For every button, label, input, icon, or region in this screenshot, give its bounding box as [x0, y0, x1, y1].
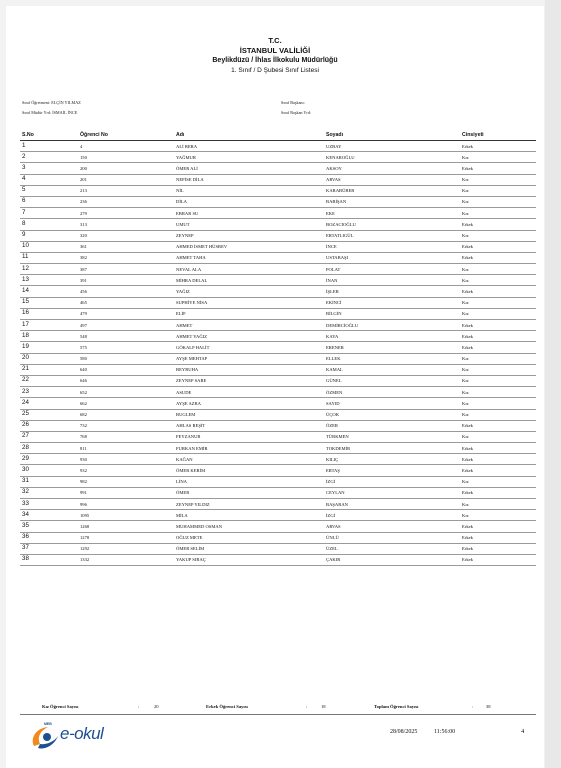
row-student-no: 382 — [80, 255, 87, 261]
col-name: Adı — [176, 132, 185, 138]
row-surname: KENAROĞLU — [326, 154, 355, 160]
row-name: NEVAL ALA — [176, 266, 202, 272]
table-row — [20, 264, 536, 275]
row-surname: BABİŞAN — [326, 199, 347, 205]
row-sn: 30 — [22, 465, 29, 473]
row-gender: Kız — [462, 412, 469, 417]
row-surname: KARABÜBER — [326, 188, 355, 194]
table-row — [20, 432, 536, 443]
row-sn: 8 — [22, 219, 26, 227]
row-surname: UZBAY — [326, 143, 342, 149]
table-row — [20, 253, 536, 264]
row-student-no: 732 — [80, 423, 87, 429]
table-row — [20, 443, 536, 454]
row-name: YAĞMUR — [176, 154, 196, 160]
row-gender: Erkek — [462, 456, 473, 462]
row-sn: 28 — [22, 443, 29, 451]
row-sn: 33 — [22, 499, 29, 507]
header-class-list: 1. Sınıf / D Şubesi Sınıf Listesi — [231, 67, 319, 74]
row-surname: ERENER — [326, 344, 344, 350]
header-governorship: İSTANBUL VALİLİĞİ — [239, 46, 311, 55]
row-surname: ÖZER — [326, 423, 338, 429]
row-gender: Kız — [462, 367, 469, 373]
row-student-no: 213 — [80, 188, 87, 194]
table-row — [20, 510, 536, 521]
row-sn: 20 — [22, 354, 29, 362]
row-sn: 4 — [22, 175, 26, 183]
row-name: ÖMER ALİ — [176, 165, 198, 171]
student-table — [20, 131, 536, 566]
meta-class-vice-president: Sınıf Başkan Yrd: — [281, 110, 312, 115]
table-row — [20, 208, 536, 219]
girls-separator: : — [138, 704, 140, 709]
row-name: AHMET TAHA — [176, 255, 206, 261]
row-surname: İNAN — [326, 277, 338, 283]
row-name: ELİF — [176, 311, 186, 317]
row-gender: Kız — [462, 479, 469, 485]
girls-count-value: 20 — [154, 704, 159, 709]
row-surname: İNCE — [326, 244, 337, 250]
row-sn: 36 — [22, 533, 29, 541]
row-gender: Erkek — [462, 467, 473, 473]
row-name: OĞUZ METE — [176, 535, 203, 541]
row-sn: 13 — [22, 275, 29, 283]
row-sn: 3 — [22, 163, 26, 171]
meta-vice-principal: Sınıf Müdür Yrd: İSMAİL İNCE — [22, 110, 78, 115]
table-row — [20, 398, 536, 409]
row-surname: İZGİ — [326, 512, 336, 518]
print-date: 28/08/2025 — [390, 729, 418, 735]
table-row — [20, 465, 536, 476]
row-name: FURKAN EMİR — [176, 445, 208, 451]
row-surname: TOKDEMİR — [326, 445, 351, 451]
row-student-no: 387 — [80, 266, 87, 272]
row-student-no: 391 — [80, 277, 87, 283]
row-gender: Erkek — [462, 535, 473, 541]
row-name: GÖKALP HALİT — [176, 344, 210, 350]
table-row — [20, 242, 536, 253]
row-gender: Kız — [462, 210, 469, 216]
row-surname: TÜRKMEN — [326, 434, 349, 440]
row-student-no: 4 — [80, 143, 83, 149]
row-student-no: 640 — [80, 367, 87, 373]
row-student-no: 313 — [80, 221, 87, 227]
row-gender: Kız — [462, 188, 469, 194]
meta-class-president: Sınıf Başkanı: — [281, 100, 305, 105]
row-surname: POLAT — [326, 266, 341, 272]
row-surname: ERTATLIGÜL — [326, 233, 354, 238]
table-body — [20, 141, 536, 566]
table-row — [20, 275, 536, 286]
table-row — [20, 387, 536, 398]
boys-separator: : — [306, 704, 308, 709]
row-name: ASUDE — [176, 389, 192, 395]
row-sn: 9 — [22, 231, 26, 238]
total-count-value: 38 — [486, 704, 491, 709]
row-student-no: 1268 — [80, 523, 90, 529]
row-gender: Kız — [462, 389, 469, 395]
row-surname: İZGİ — [326, 479, 336, 485]
row-sn: 31 — [22, 477, 29, 485]
row-name: MİHRA DELAL — [176, 277, 208, 283]
row-surname: ÜZEL — [326, 546, 338, 552]
row-student-no: 996 — [80, 501, 87, 507]
row-student-no: 991 — [80, 490, 87, 496]
footer-divider — [20, 714, 536, 715]
row-name: DİLA — [176, 199, 187, 205]
row-surname: KILIÇ — [326, 456, 339, 462]
row-surname: CEYLAN — [326, 490, 345, 496]
row-sn: 26 — [22, 421, 29, 429]
row-surname: ARVAS — [326, 523, 341, 529]
row-name: FEYZANUR — [176, 434, 201, 440]
row-gender: Kız — [462, 356, 469, 362]
table-row — [20, 231, 536, 242]
row-name: LİNA — [176, 479, 187, 485]
row-surname: EKE — [326, 210, 335, 216]
row-name: AHMED İSMET HÜSREV — [176, 244, 228, 250]
row-sn: 5 — [22, 186, 26, 194]
row-name: AYŞE AZRA — [176, 400, 201, 406]
row-student-no: 982 — [80, 479, 87, 485]
logo-text: e-okul — [60, 724, 104, 743]
row-gender: Erkek — [462, 546, 473, 552]
row-student-no: 646 — [80, 378, 87, 384]
row-sn: 15 — [22, 298, 29, 306]
table-row — [20, 298, 536, 309]
header-school: Beylikdüzü / İhlas İlkokulu Müdürlüğü — [212, 57, 338, 64]
row-sn: 19 — [22, 342, 29, 350]
e-okul-logo — [28, 722, 108, 752]
table-row — [20, 186, 536, 197]
row-surname: ELLEK — [326, 356, 341, 362]
row-name: ALİ BERA — [176, 143, 198, 149]
boys-count-value: 18 — [321, 704, 326, 709]
table-row — [20, 365, 536, 376]
row-sn: 14 — [22, 286, 29, 294]
totals-row — [20, 703, 536, 713]
row-gender: Kız — [462, 400, 469, 406]
table-row — [20, 499, 536, 510]
row-gender: Erkek — [462, 322, 473, 328]
row-gender: Kız — [462, 154, 469, 160]
row-surname: AKSOY — [326, 165, 342, 171]
row-name: ZEYNEP — [176, 233, 194, 238]
table-row — [20, 219, 536, 230]
row-gender: Erkek — [462, 143, 473, 149]
table-row — [20, 421, 536, 432]
row-name: UMUT — [176, 221, 190, 227]
row-sn: 2 — [22, 152, 26, 160]
row-sn: 29 — [22, 454, 29, 462]
row-gender: Kız — [462, 311, 469, 317]
row-student-no: 201 — [80, 177, 87, 183]
print-time: 11:56:00 — [434, 729, 456, 735]
row-sn: 32 — [22, 488, 29, 496]
e-okul-swirl-icon — [28, 722, 62, 752]
row-gender: Erkek — [462, 165, 473, 171]
document-header — [6, 36, 544, 76]
table-row — [20, 152, 536, 163]
table-row — [20, 376, 536, 387]
row-student-no: 932 — [80, 467, 87, 473]
row-student-no: 548 — [80, 333, 87, 339]
row-student-no: 575 — [80, 344, 87, 350]
meta-teacher: Sınıf Öğretmeni: ELÇİN YILMAZ — [22, 100, 81, 105]
table-row — [20, 197, 536, 208]
girls-count-label: Kız Öğrenci Sayısı — [42, 704, 79, 709]
background-strip — [545, 0, 561, 768]
row-sn: 6 — [22, 197, 26, 205]
table-row — [20, 533, 536, 544]
row-sn: 12 — [22, 264, 29, 272]
table-row — [20, 454, 536, 465]
row-student-no: 479 — [80, 311, 87, 317]
row-sn: 38 — [22, 555, 29, 563]
row-sn: 24 — [22, 398, 29, 406]
row-name: AHMET YAĞIZ — [176, 333, 208, 339]
row-name: EBRAR SU — [176, 210, 199, 216]
table-row — [20, 141, 536, 152]
row-gender: Erkek — [462, 490, 473, 496]
table-row — [20, 521, 536, 532]
table-row — [20, 488, 536, 499]
row-student-no: 1278 — [80, 535, 90, 541]
row-gender: Erkek — [462, 244, 473, 250]
row-name: KAĞAN — [176, 456, 193, 462]
row-sn: 1 — [22, 141, 26, 149]
row-surname: BOZACIOĞLU — [326, 221, 356, 227]
row-name: AHLAS REŞİT — [176, 423, 206, 429]
row-surname: KAMAL — [326, 367, 343, 373]
row-student-no: 1095 — [80, 512, 90, 518]
table-row — [20, 544, 536, 555]
row-student-no: 200 — [80, 165, 87, 171]
row-surname: SAYID — [326, 400, 340, 406]
row-name: AYŞE MEHTAP — [176, 356, 208, 362]
row-surname: KAYA — [326, 333, 339, 339]
row-sn: 11 — [22, 253, 29, 261]
row-surname: ÜNLÜ — [326, 535, 339, 541]
row-name: SUPHİYE NİSA — [176, 300, 208, 306]
row-name: BUGLEM — [176, 412, 196, 417]
row-sn: 22 — [22, 376, 29, 384]
document-page — [6, 6, 544, 768]
row-surname: EKİNCİ — [326, 300, 342, 306]
row-name: MİLA — [176, 512, 188, 518]
row-name: ZEYNEP SARE — [176, 378, 207, 384]
row-student-no: 320 — [80, 233, 87, 238]
row-student-no: 662 — [80, 400, 87, 406]
row-gender: Kız — [462, 199, 469, 205]
row-student-no: 580 — [80, 356, 87, 362]
total-separator: : — [472, 704, 474, 709]
row-student-no: 1332 — [80, 557, 90, 563]
row-name: ÖMER SELİM — [176, 546, 205, 552]
row-student-no: 456 — [80, 288, 87, 294]
row-name: MUHAMMED OSMAN — [176, 523, 223, 529]
row-student-no: 652 — [80, 389, 87, 395]
row-name: ÖMER KERİM — [176, 467, 206, 473]
row-gender: Erkek — [462, 221, 473, 227]
row-name: ÖMER — [176, 490, 190, 496]
row-sn: 16 — [22, 309, 29, 317]
row-sn: 25 — [22, 410, 29, 417]
row-sn: 18 — [22, 331, 29, 339]
row-gender: Erkek — [462, 344, 473, 350]
row-gender: Kız — [462, 277, 469, 283]
row-sn: 21 — [22, 365, 29, 373]
col-surname: Soyadı — [326, 132, 344, 138]
table-row — [20, 175, 536, 186]
table-row — [20, 477, 536, 488]
row-gender: Kız — [462, 266, 469, 272]
row-surname: ÖZMEN — [326, 389, 343, 395]
row-gender: Erkek — [462, 423, 473, 429]
row-gender: Erkek — [462, 523, 473, 529]
table-row — [20, 286, 536, 297]
row-surname: BAŞARAN — [326, 501, 348, 507]
row-gender: Erkek — [462, 255, 473, 261]
table-row — [20, 320, 536, 331]
col-gender: Cinsiyeti — [462, 132, 484, 138]
table-row — [20, 331, 536, 342]
table-row — [20, 342, 536, 353]
row-sn: 17 — [22, 320, 29, 328]
table-row — [20, 309, 536, 320]
row-student-no: 279 — [80, 210, 87, 216]
row-name: ZEYNEP YILDIZ — [176, 501, 210, 507]
row-student-no: 150 — [80, 154, 87, 160]
header-tc: T.C. — [268, 36, 282, 45]
row-gender: Erkek — [462, 557, 473, 563]
logo-meb-text: MEB — [44, 722, 52, 726]
row-name: NİL — [176, 188, 184, 194]
row-surname: ÜÇOK — [326, 412, 340, 417]
row-student-no: 497 — [80, 322, 87, 328]
row-gender: Kız — [462, 501, 469, 507]
row-gender: Kız — [462, 434, 469, 440]
table-row — [20, 354, 536, 365]
row-surname: ARVAS — [326, 177, 341, 183]
row-sn: 23 — [22, 387, 29, 395]
row-surname: ERTAŞ — [326, 467, 340, 473]
row-gender: Erkek — [462, 333, 473, 339]
row-name: AHMET — [176, 322, 193, 328]
row-student-no: 682 — [80, 412, 87, 417]
row-sn: 34 — [22, 510, 29, 518]
total-count-label: Toplam Öğrenci Sayısı — [374, 704, 419, 709]
row-student-no: 1292 — [80, 546, 90, 552]
row-surname: İŞLER — [326, 288, 339, 294]
table-row — [20, 163, 536, 174]
row-sn: 35 — [22, 521, 29, 529]
row-sn: 10 — [22, 242, 29, 250]
row-surname: BİLGİN — [326, 311, 342, 317]
row-name: BEYRUHA — [176, 367, 199, 373]
row-name: YAĞIZ — [176, 288, 190, 294]
row-sn: 27 — [22, 432, 29, 440]
table-row — [20, 410, 536, 421]
row-surname: DEMİRCİOĞLU — [326, 322, 359, 328]
row-gender: Erkek — [462, 445, 473, 451]
row-gender: Kız — [462, 233, 469, 238]
row-student-no: 361 — [80, 244, 87, 250]
row-student-no: 465 — [80, 300, 87, 306]
row-gender: Erkek — [462, 288, 473, 294]
row-surname: ÇAKIR — [326, 557, 341, 563]
col-sn: S.No — [22, 132, 34, 138]
page-number: 4 — [521, 728, 525, 735]
row-gender: Kız — [462, 177, 469, 183]
row-sn: 37 — [22, 544, 29, 552]
row-name: NEFİSE DİLA — [176, 177, 204, 183]
table-header — [20, 131, 536, 141]
row-student-no: 768 — [80, 434, 87, 440]
col-student-no: Öğrenci No — [80, 132, 108, 138]
row-surname: GÜNEL — [326, 378, 342, 384]
row-surname: USTABAŞI — [326, 255, 349, 261]
row-student-no: 236 — [80, 199, 87, 205]
row-gender: Kız — [462, 378, 469, 384]
row-gender: Kız — [462, 300, 469, 306]
row-sn: 7 — [22, 208, 26, 216]
table-row — [20, 555, 536, 566]
row-name: YAKUP SIRAÇ — [176, 557, 206, 563]
boys-count-label: Erkek Öğrenci Sayısı — [206, 704, 248, 709]
row-student-no: 930 — [80, 456, 87, 462]
row-student-no: 811 — [80, 445, 87, 451]
row-gender: Kız — [462, 512, 469, 518]
